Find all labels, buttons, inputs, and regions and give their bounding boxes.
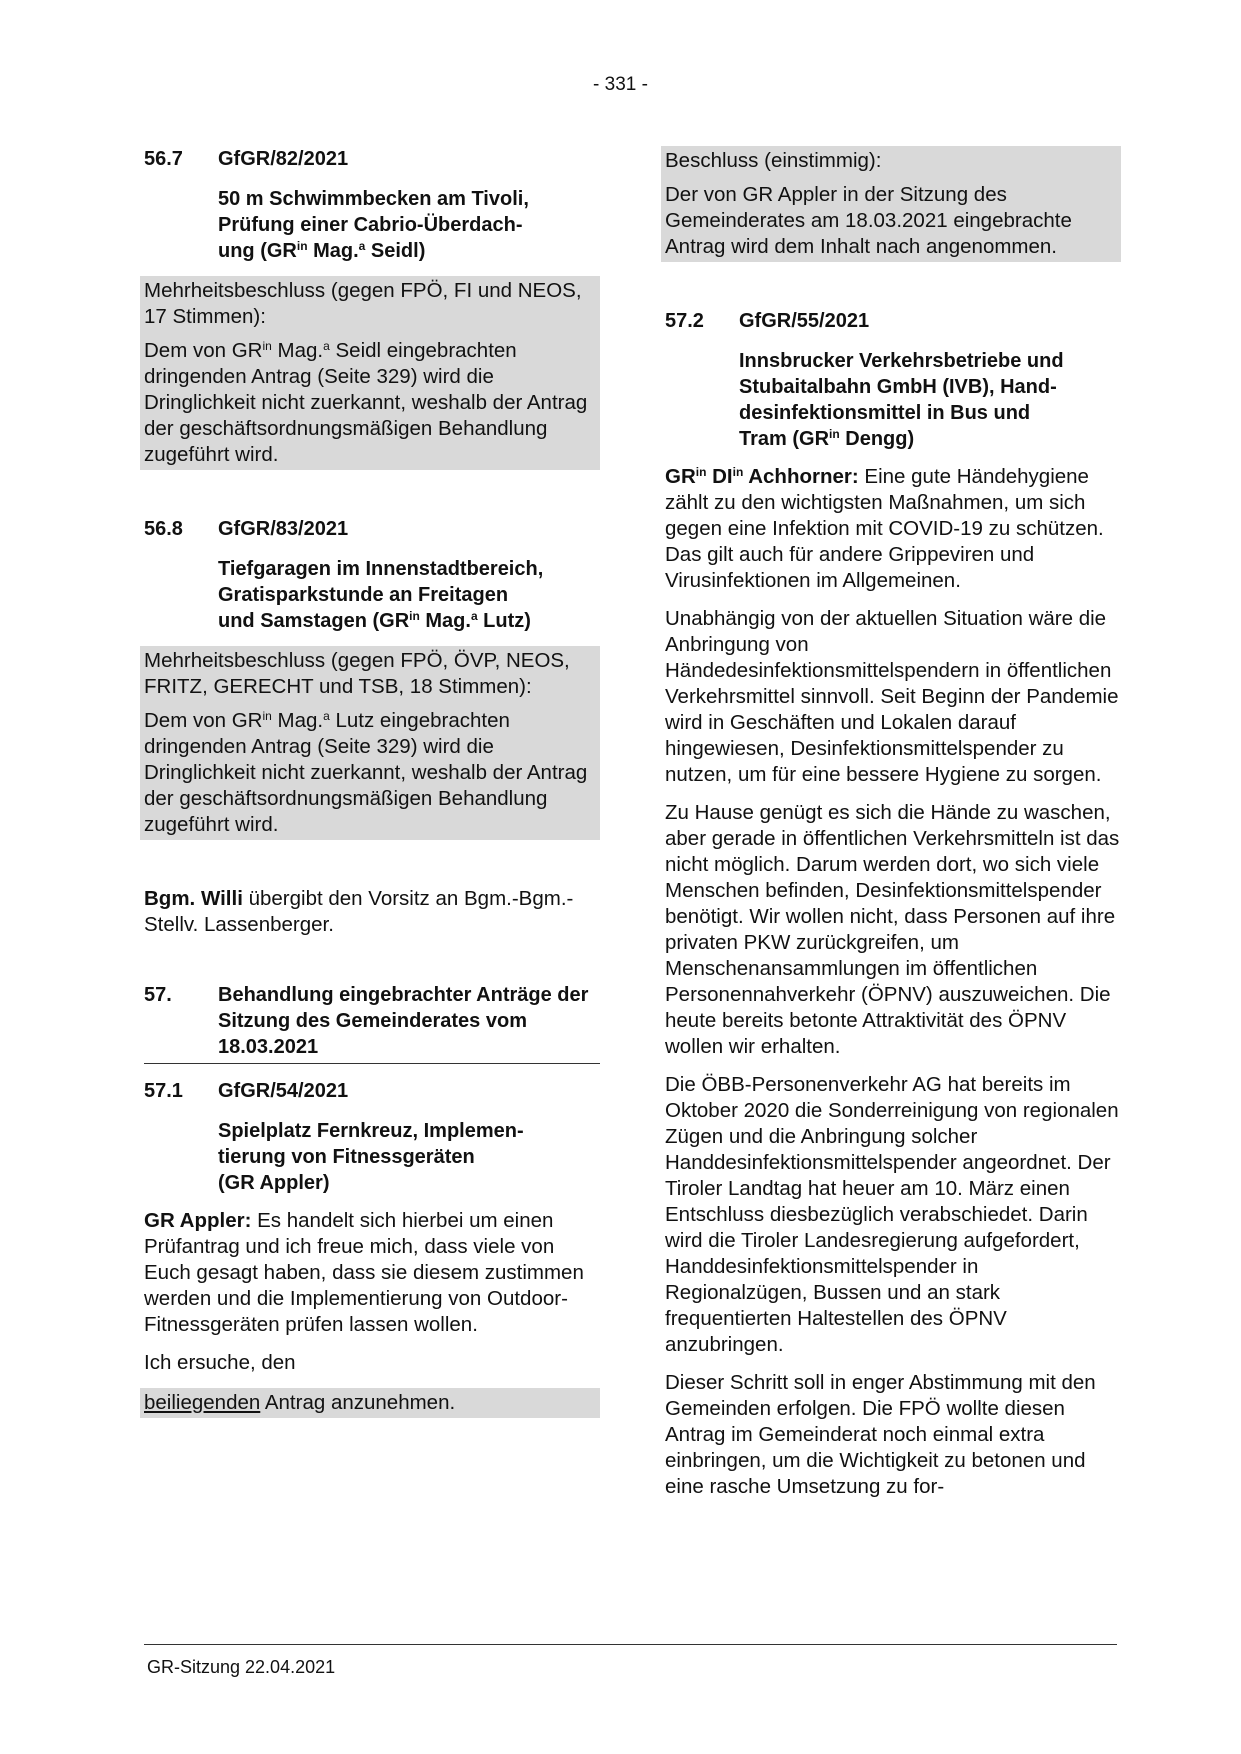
resolution-type: Mehrheitsbeschluss (gegen FPÖ, ÖVP, NEOS, FRITZ, GERECHT und TSB, 18 Stimmen): [144, 649, 570, 698]
page-number: - 331 - [593, 74, 648, 95]
paragraph: Die ÖBB-Personenverkehr AG hat bereits im Oktober 2020 die Sonderreinigung von regionalen Zügen und die Anbringung solcher Handdesinfektionsmittelspender angeordnet. Der Tiroler Landtag hat heuer am 10. März einen Entschluss diesbezüglich verabschiedet. Darin wird die Tiroler Landesregierung aufgefordert, Handdesinfektionsmittelspender in Regionalzügen, Bussen und an stark frequentierten Haltestellen des ÖPNV anzubringen. [665, 1073, 1119, 1356]
section-number: 56.8 [144, 518, 183, 540]
title-line: Spielplatz Fernkreuz, Implemen- [218, 1120, 524, 1142]
section-number: 57. [144, 984, 172, 1006]
resolution-type: Mehrheitsbeschluss (gegen FPÖ, FI und NEOS, 17 Stimmen): [144, 279, 582, 328]
section-id: GfGR/82/2021 [218, 148, 349, 170]
section-heading-57-2 [665, 308, 1121, 334]
paragraph: Zu Hause genügt es sich die Hände zu waschen, aber gerade in öffentlichen Verkehrsmitteln ist das nicht möglich. Darum werden dort, wo sich viele Menschen befinden, Desinfektionsmittelspender benötigt. Wir wollen nicht, dass Personen auf ihre privaten PKW zurückgreifen, um Menschenansammlungen im öffentlichen Personennahverkehr (ÖPNV) auszuweichen. Die heute bereits betonte Attraktivität des ÖPNV wollen wir erhalten. [665, 801, 1120, 1058]
section-heading-57 [144, 982, 600, 1064]
title-line: 50 m Schwimmbecken am Tivoli, [218, 188, 529, 210]
chair-handover: Bgm. Willi übergibt den Vorsitz an Bgm.-Bgm.-Stellv. Lassenberger. [144, 887, 574, 936]
section-title-57-2 [739, 348, 1121, 452]
resolution-text: Dem von $GR^{in}$ Mag.$^a$ Seidl eingebrachten dringenden Antrag (Seite 329) wird die Dringlichkeit nicht zuerkannt, weshalb der Antrag der geschäftsordnungsmäßigen Behandlung zugeführt wird. [144, 339, 588, 466]
footer-divider [144, 1644, 1117, 1645]
title-line: (GR Appler) [218, 1172, 330, 1194]
section-heading-57-1 [144, 1078, 600, 1104]
paragraph: Unabhängig von der aktuellen Situation wäre die Anbringung von Händedesinfektionsmittelspendern in öffentlichen Verkehrsmittel sinnvoll. Seit Beginn der Pandemie wird in Geschäften und Lokalen darauf hingewiesen, Desinfektionsmittelspender zu nutzen, um für eine bessere Hygiene zu sorgen. [665, 607, 1119, 786]
title-line: Innsbrucker Verkehrsbetriebe und [739, 350, 1064, 372]
request-intro: Ich ersuche, den [144, 1351, 296, 1374]
request-text: Antrag anzunehmen. [260, 1391, 456, 1414]
title-line: desinfektionsmittel in Bus und [739, 402, 1031, 424]
footer-text: GR-Sitzung 22.04.2021 [147, 1657, 336, 1677]
speech-appler: GR Appler: Es handelt sich hierbei um einen Prüfantrag und ich freue mich, dass viele von Euch gesagt haben, dass sie diesem zustimmen werden und die Implementierung von Outdoor-Fitnessgeräten prüfen lassen wollen. [144, 1209, 584, 1336]
title-line: Tram ($GR^{in}$ Dengg) [739, 427, 915, 450]
section-id: GfGR/83/2021 [218, 518, 349, 540]
section-number: 56.7 [144, 148, 183, 170]
section-heading-56-8 [144, 516, 600, 542]
title-line: ung ($GR^{in}$ Mag.$^a$ Seidl) [218, 239, 426, 262]
right-column [665, 146, 1121, 1512]
section-heading-56-7 [144, 146, 600, 172]
speech-achhorner: $GR^{in}$ $DI^{in}$ Achhorner: Eine gute Händehygiene zählt zu den wichtigsten Maßnahmen, um sich gegen eine Infektion mit COVID-19 zu schützen. Das gilt auch für andere Grippeviren und Virusinfektionen im Allgemeinen. [665, 465, 1104, 592]
resolution-text: Der von GR Appler in der Sitzung des Gemeinderates am 18.03.2021 eingebrachte Antrag wird dem Inhalt nach angenommen. [665, 183, 1072, 258]
section-title-56-8 [218, 556, 600, 634]
resolution-box-56-8 [140, 646, 600, 840]
section-title-56-7 [218, 186, 600, 264]
section-id: GfGR/55/2021 [739, 310, 870, 332]
title-line: Gratisparkstunde an Freitagen [218, 584, 509, 606]
resolution-box-57-1 [661, 146, 1121, 262]
section-title: Behandlung eingebrachter Anträge der Sitzung des Gemeinderates vom 18.03.2021 [218, 984, 589, 1058]
section-id: GfGR/54/2021 [218, 1080, 349, 1102]
title-line: Stubaitalbahn GmbH (IVB), Hand- [739, 376, 1057, 398]
resolution-type: Beschluss (einstimmig): [665, 149, 882, 172]
request-box [140, 1388, 600, 1418]
resolution-box-56-7 [140, 276, 600, 470]
title-line: Prüfung einer Cabrio-Überdach- [218, 214, 523, 236]
title-line: und Samstagen ($GR^{in}$ Mag.$^a$ Lutz) [218, 609, 531, 632]
title-line: Tiefgaragen im Innenstadtbereich, [218, 558, 544, 580]
paragraph: Dieser Schritt soll in enger Abstimmung mit den Gemeinden erfolgen. Die FPÖ wollte diesen Antrag im Gemeinderat noch einmal extra einbringen, um die Wichtigkeit zu betonen und eine rasche Umsetzung zu for- [665, 1371, 1096, 1498]
title-line: tierung von Fitnessgeräten [218, 1146, 475, 1168]
attachment-link[interactable]: beiliegenden [144, 1391, 261, 1414]
left-column [144, 146, 600, 1418]
section-number: 57.2 [665, 310, 704, 332]
section-title-57-1 [218, 1118, 600, 1196]
section-number: 57.1 [144, 1080, 183, 1102]
resolution-text: Dem von $GR^{in}$ Mag.$^a$ Lutz eingebrachten dringenden Antrag (Seite 329) wird die Dringlichkeit nicht zuerkannt, weshalb der Antrag der geschäftsordnungsmäßigen Behandlung zugeführt wird. [144, 709, 588, 836]
